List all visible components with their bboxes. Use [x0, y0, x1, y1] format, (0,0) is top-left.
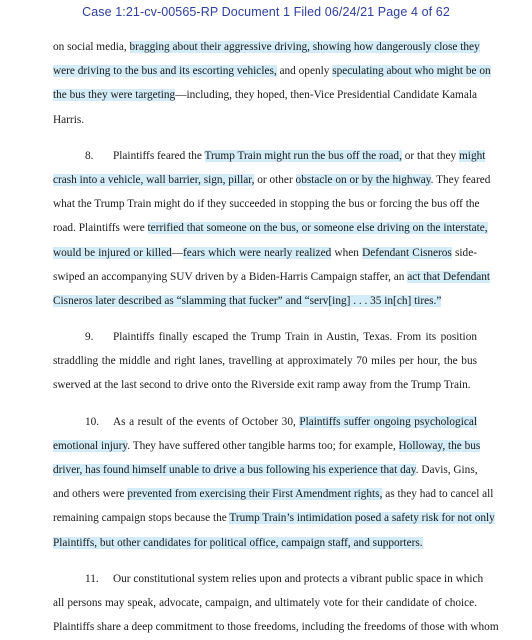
highlighted-text: were driving to the bus and its escorting vehicles,	[53, 65, 277, 78]
text-line	[53, 567, 484, 591]
paragraph	[53, 35, 491, 132]
text-line	[53, 192, 480, 216]
text-segment: when	[331, 246, 363, 259]
paragraph-number: 11.	[85, 572, 99, 585]
highlighted-text: might	[459, 149, 486, 162]
paragraph-number: 8.	[85, 149, 94, 162]
text-line	[53, 373, 477, 397]
text-segment: Plaintiffs finally escaped the Trump Train in Austin, Texas. From its position	[113, 331, 477, 344]
text-line	[53, 482, 494, 506]
text-segment: all persons may speak, advocate, campaign, and ultimately vote for their candidate of choice.	[53, 596, 477, 609]
text-line	[53, 506, 495, 530]
text-line	[53, 168, 491, 192]
highlighted-text: prevented from exercising their First Amendment rights,	[127, 488, 383, 501]
text-segment: what the Trump Train might do if they succeeded in stopping the bus or forcing the bus off the	[53, 198, 480, 211]
text-segment: or other	[254, 173, 296, 186]
paragraph-number: 10.	[85, 415, 100, 428]
paragraph	[53, 325, 477, 398]
highlighted-text: fears which were nearly realized	[183, 246, 332, 259]
text-segment: remaining campaign stops because the	[53, 512, 230, 525]
text-segment: and openly	[276, 65, 333, 78]
text-segment: —including, they hoped, then-Vice Presidential Candidate Kamala	[175, 89, 477, 102]
highlighted-text: Trump Train’s intimidation posed a safety risk for not only	[229, 512, 495, 525]
text-segment: . Davis, Gins,	[415, 464, 478, 476]
text-line	[53, 144, 486, 168]
highlighted-text: would be injured or killed	[53, 246, 172, 259]
paragraph-gap	[53, 398, 477, 410]
text-line	[53, 531, 477, 555]
document-header: Case 1:21-cv-00565-RP Document 1 Filed 06/24/21 Page 4 of 62	[82, 5, 450, 19]
highlighted-text: Trump Train might run the bus off the road,	[204, 149, 402, 162]
highlighted-text: Defendant Cisneros	[362, 246, 452, 259]
paragraph-gap	[53, 555, 477, 567]
document-body	[53, 35, 499, 639]
highlighted-text: crash into a vehicle, wall barrier, sign, pillar,	[53, 173, 255, 186]
paragraph	[53, 410, 495, 555]
highlighted-text: bragging about their aggressive driving, showing how dangerously close they	[129, 41, 480, 53]
highlighted-text: act that Defendant	[407, 270, 491, 283]
highlighted-text: obstacle on or by the highway	[295, 173, 431, 186]
text-line	[53, 289, 477, 313]
text-line	[53, 410, 477, 434]
text-segment: Harris.	[53, 113, 85, 126]
text-segment: or that they	[401, 149, 460, 162]
text-line	[53, 265, 491, 289]
text-line	[53, 241, 477, 265]
text-segment: side-	[451, 246, 477, 259]
text-segment: —	[171, 246, 184, 259]
text-line	[53, 216, 488, 240]
text-segment: As a result of the events of October 30,	[113, 415, 300, 428]
text-segment: road. Plaintiffs were	[53, 222, 148, 235]
highlighted-text: Cisneros later described as “slamming that fucker” and “serv[ing] . . . 35 in[ch] tires.”	[53, 294, 442, 307]
text-line	[53, 35, 480, 59]
highlighted-text: Plaintiffs, but other candidates for political office, campaign staff, and supporters.	[53, 536, 423, 549]
text-segment: Plaintiffs share a deep commitment to those freedoms, including the freedoms of those with whom	[53, 621, 499, 634]
text-line	[53, 591, 477, 615]
paragraph	[53, 144, 491, 313]
highlighted-text: the bus they were targeting	[53, 89, 176, 102]
text-segment: . They feared	[430, 173, 491, 186]
text-segment: Our constitutional system relies upon and protects a vibrant public space in which	[113, 572, 484, 585]
highlighted-text: terrified that someone on the bus, or someone else driving on the interstate,	[147, 222, 488, 235]
text-segment: . They have suffered other tangible harms too; for example,	[127, 439, 399, 452]
text-line	[53, 108, 477, 132]
text-segment: on social media,	[53, 41, 130, 53]
text-segment: swerved at the last second to drive onto the Riverside exit ramp away from the Trump Train.	[53, 379, 471, 392]
text-line	[53, 458, 477, 482]
text-segment: Plaintiffs feared the	[113, 149, 205, 162]
text-segment: swiped an accompanying SUV driven by a Biden-Harris Campaign staffer, an	[53, 270, 408, 283]
text-segment: and others were	[53, 488, 128, 501]
text-line	[53, 349, 477, 373]
highlighted-text: speculating about who might be on	[332, 65, 491, 78]
text-line	[53, 434, 481, 458]
paragraph	[53, 567, 499, 640]
paragraph-gap	[53, 313, 477, 325]
text-line	[53, 59, 491, 83]
text-segment: as they had to cancel all	[382, 488, 494, 501]
text-line	[53, 325, 477, 349]
paragraph-gap	[53, 132, 477, 144]
text-line	[53, 615, 499, 639]
paragraph-number: 9.	[85, 331, 94, 344]
text-segment: straddling the middle and right lanes, travelling at approximately 70 miles per hour, the bus	[53, 355, 477, 368]
highlighted-text: driver, has found himself unable to drive a bus following his experience that day	[53, 464, 416, 476]
highlighted-text: emotional injury	[53, 439, 128, 452]
highlighted-text: Holloway, the bus	[398, 439, 481, 452]
highlighted-text: Plaintiffs suffer ongoing psychological	[299, 415, 477, 428]
text-line	[53, 83, 477, 107]
